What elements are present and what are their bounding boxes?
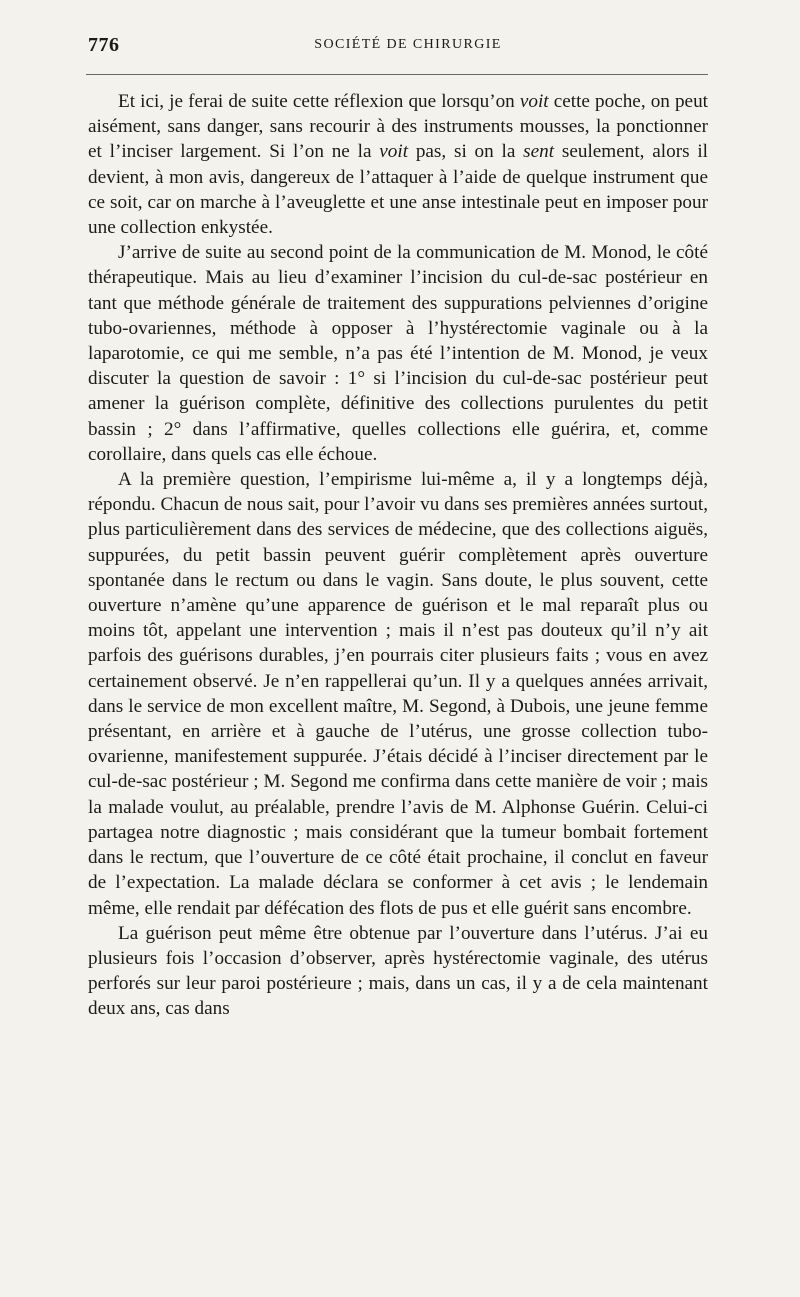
page-number: 776	[88, 34, 120, 56]
paragraph-text: pas, si on la	[408, 141, 524, 163]
paragraph: J’arrive de suite au second point de la communication de M. Monod, le côté thérapeutique. Mais au lieu d’examiner l’incision du cul-de-sac postérieur en tant que méthode générale de traitement des suppurations pelviennes d’origine tubo-ovariennes, méthode à opposer à l’hystérectomie vaginale ou à la laparotomie, ce qui me semble, n’a pas été l’intention de M. Monod, je veux discuter la question de savoir : 1° si l’incision du cul-de-sac postérieur peut amener la guérison complète, définitive des collections purulentes du petit bassin ; 2° dans l’affirmative, quelles collections elle guérira, et, comme corollaire, dans quels cas elle échoue.	[88, 242, 708, 465]
paragraph-text: cette poche, on peut aisément, sans danger, sans recourir à des instruments mousses, la ponctionner et l’inciser largement. Si l’on ne la	[88, 91, 708, 163]
body-text	[88, 89, 708, 1022]
italic-word: voit	[519, 91, 549, 112]
running-title: SOCIÉTÉ DE CHIRURGIE	[314, 37, 502, 52]
paragraph-text: seulement, alors il devient, à mon avis, dangereux de l’attaquer à l’aide de quelque instrument que ce soit, car on marche à l’aveuglette et une anse intestinale peut en imposer pour une collection enkystée.	[88, 141, 708, 239]
paragraph	[88, 89, 708, 240]
paragraph: La guérison peut même être obtenue par l’ouverture dans l’utérus. J’ai eu plusieurs fois l’occasion d’observer, après hystérectomie vaginale, des utérus perforés sur leur paroi postérieure ; mais, dans un cas, il y a de cela maintenant deux ans, cas dans	[88, 922, 708, 1020]
italic-word: voit	[379, 141, 409, 163]
paragraph: A la première question, l’empirisme lui-même a, il y a longtemps déjà, répondu. Chacun de nous sait, pour l’avoir vu dans ses premières années surtout, plus particulièrement dans des services de médecine, que des collections aiguës, suppurées, du petit bassin peuvent guérir complètement après ouverture spontanée dans le rectum ou dans le vagin. Sans doute, le plus souvent, cette ouverture n’amène qu’une apparence de guérison et le mal reparaît plus ou moins tôt, appelant une intervention ; mais il n’est pas douteux qu’il n’y ait parfois des guérisons durables, j’en pourrais citer plusieurs faits ; vous en avez certainement observé. Je n’en rappellerai qu’un. Il y a quelques années arrivait, dans le service de mon excellent maître, M. Segond, à Dubois, une jeune femme présentant, en arrière et à gauche de l’utérus, une grosse collection tubo-ovarienne, manifestement suppurée. J’étais décidé à l’inciser directement par le cul-de-sac postérieur ; M. Segond me confirma dans cette manière de voir ; mais la malade voulut, au préalable, prendre l’avis de M. Alphonse Guérin. Celui-ci partagea notre diagnostic ; mais considérant que la tumeur bombait fortement dans le rectum, que l’ouverture de ce côté était prochaine, il conclut en faveur de l’expectation. La malade déclara se conformer à cet avis ; le lendemain même, elle rendait par défécation des flots de pus et elle guérit sans encombre.	[88, 469, 708, 919]
page-header	[88, 34, 708, 60]
italic-word: sent	[523, 141, 555, 163]
paragraph-text: Et ici, je ferai de suite cette réflexion que lorsqu’on	[118, 91, 520, 112]
header-rule	[86, 74, 708, 75]
